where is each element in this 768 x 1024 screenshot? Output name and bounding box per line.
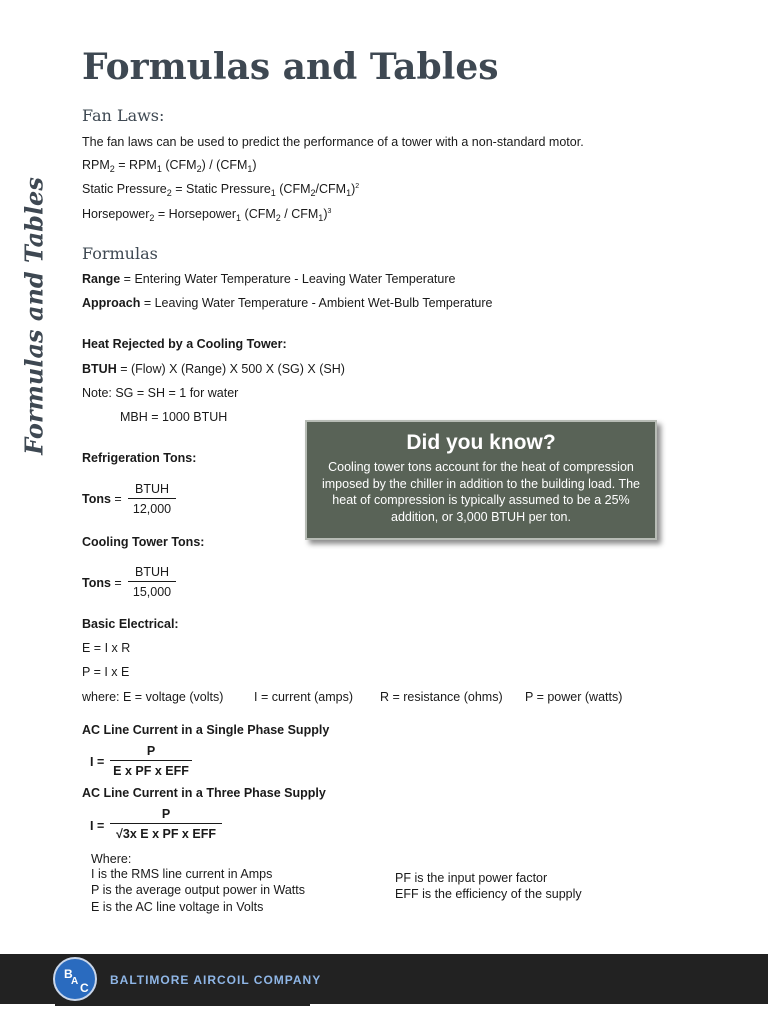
refrigeration-denominator: 12,000 xyxy=(132,502,172,516)
company-name: BALTIMORE AIRCOIL COMPANY xyxy=(110,973,322,987)
fan-law-static-pressure: Static Pressure$_2$ = Static Pressure$_1$ $(CFM_2/CFM_1)^2$ xyxy=(82,182,360,198)
single-phase-fraction xyxy=(110,744,192,778)
three-phase-lhs: I = xyxy=(90,819,105,833)
range-label: Range xyxy=(82,272,121,286)
cooling-tower-tons-heading: Cooling Tower Tons: xyxy=(82,535,205,549)
fan-laws-intro: The fan laws can be used to predict the performance of a tower with a non-standard motor. xyxy=(82,135,584,149)
mbh-text: MBH = 1000 BTUH xyxy=(120,410,228,424)
refrigeration-numerator: BTUH xyxy=(134,482,170,496)
btuh-text: = (Flow) X (Range) X 500 X (SG) X (SH) xyxy=(116,362,345,376)
callout-title: Did you know? xyxy=(406,431,556,454)
where-line-current: I is the RMS line current in Amps xyxy=(91,867,273,881)
three-phase-fraction xyxy=(110,807,222,841)
range-formula xyxy=(82,272,455,286)
btuh-label: BTUH xyxy=(82,362,117,376)
single-phase-lhs: I = xyxy=(90,755,105,769)
where-line-power-factor: PF is the input power factor xyxy=(395,871,548,885)
approach-label: Approach xyxy=(82,296,141,310)
note-text: Note: SG = SH = 1 for water xyxy=(82,386,239,400)
single-phase-heading: AC Line Current in a Single Phase Supply xyxy=(82,723,330,737)
fan-law-horsepower: Horsepower$_2$ = Horsepower$_1$ $(CFM_2 / CFM_1)^3$ xyxy=(82,207,332,223)
side-title: Formulas and Tables xyxy=(19,177,49,455)
power-law: P = I x E xyxy=(82,665,130,679)
three-phase-numerator: P xyxy=(161,807,171,821)
ohms-law: E = I x R xyxy=(82,641,131,655)
refrigeration-tons-lhs: Tons = xyxy=(82,492,122,506)
where-current: I = current (amps) xyxy=(254,690,353,704)
fan-law-rpm: $RPM_2 = RPM_1$ $(CFM_2) / (CFM_1)$ xyxy=(82,158,257,174)
approach-text: = Leaving Water Temperature - Ambient Wet-Bulb Temperature xyxy=(140,296,493,310)
heat-rejected-heading: Heat Rejected by a Cooling Tower: xyxy=(82,337,287,351)
cooling-tower-tons-lhs: Tons = xyxy=(82,576,122,590)
range-text: = Entering Water Temperature - Leaving Water Temperature xyxy=(120,272,456,286)
single-phase-numerator: P xyxy=(146,744,156,758)
single-phase-denominator: E x PF x EFF xyxy=(113,764,189,778)
formulas-heading: Formulas xyxy=(82,244,158,263)
three-phase-denominator: √3x E x PF x EFF xyxy=(116,827,216,841)
cooling-tower-denominator: 15,000 xyxy=(132,585,172,599)
basic-electrical-heading: Basic Electrical: xyxy=(82,617,179,631)
cooling-tower-numerator: BTUH xyxy=(134,565,170,579)
where-resistance: R = resistance (ohms) xyxy=(380,690,503,704)
refrigeration-tons-fraction xyxy=(128,482,176,516)
btuh-formula xyxy=(82,362,345,376)
where-line-efficiency: EFF is the efficiency of the supply xyxy=(395,887,582,901)
footer-underline xyxy=(55,1004,310,1006)
page-title: Formulas and Tables xyxy=(82,46,499,88)
where-line-power: P is the average output power in Watts xyxy=(91,883,306,897)
where-power: P = power (watts) xyxy=(525,690,623,704)
bac-logo-icon: B A C xyxy=(53,957,97,1001)
fan-laws-heading: Fan Laws: xyxy=(82,106,165,125)
callout-body: Cooling tower tons account for the heat of compression imposed by the chiller in addition to the building load. The heat of compression is typically assumed to be a 25% addition, or 3,000 BTUH per ton. xyxy=(321,460,641,524)
where-voltage: where: E = voltage (volts) xyxy=(82,690,224,704)
did-you-know-callout xyxy=(305,420,657,540)
cooling-tower-tons-fraction xyxy=(128,565,176,599)
where-title: Where: xyxy=(91,852,132,866)
refrigeration-tons-heading: Refrigeration Tons: xyxy=(82,451,197,465)
approach-formula xyxy=(82,296,493,310)
three-phase-heading: AC Line Current in a Three Phase Supply xyxy=(82,786,326,800)
where-line-voltage: E is the AC line voltage in Volts xyxy=(91,900,264,914)
